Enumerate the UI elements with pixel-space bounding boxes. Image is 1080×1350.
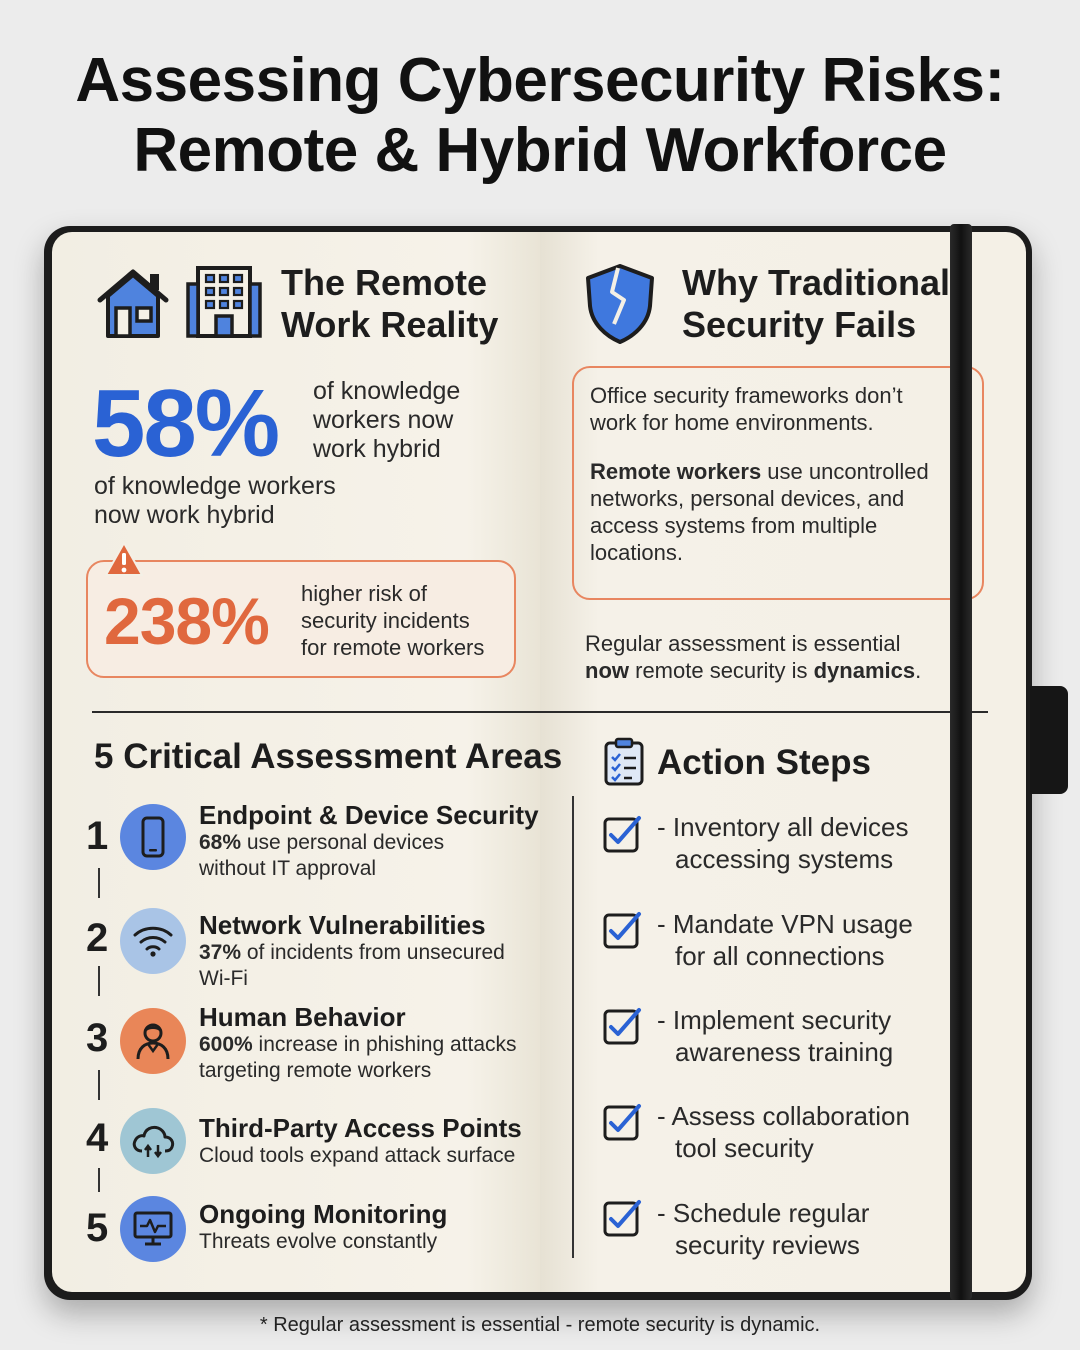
area-desc-line-2: targeting remote workers — [199, 1059, 432, 1082]
area-item-1 — [199, 800, 539, 882]
fails-para-2-line-1-rest: use uncontrolled — [761, 459, 929, 484]
hybrid-stat-side-line-1: of knowledge — [313, 377, 461, 405]
area-item-2 — [199, 910, 505, 992]
area-desc-line-2: without IT approval — [199, 857, 377, 880]
action-step-line-2: security reviews — [675, 1230, 860, 1260]
office-building-icon — [186, 264, 262, 345]
traditional-fails-para-1 — [590, 382, 903, 436]
action-step-line-2: for all connections — [675, 941, 885, 971]
fails-note-mid: remote security is — [629, 658, 814, 683]
area-desc-bold: 600% — [199, 1033, 253, 1056]
fails-para-2-line-2: networks, personal devices, and — [590, 486, 905, 511]
page-title — [0, 46, 1080, 186]
action-step-4 — [657, 1100, 910, 1164]
area-desc-bold: 68% — [199, 831, 242, 854]
action-step-line-2: tool security — [675, 1133, 814, 1163]
checkbox-checked-icon — [602, 1006, 642, 1046]
area-desc-rest: of incidents from unsecured — [241, 941, 505, 964]
area-desc-line-1 — [199, 1032, 517, 1058]
action-steps-title: Action Steps — [657, 743, 871, 782]
fails-para-2-line-3: access systems from multiple — [590, 513, 878, 538]
traditional-fails-para-2 — [590, 458, 929, 566]
hybrid-stat-side-line-3: work hybrid — [313, 435, 441, 463]
hybrid-stat-below-text — [94, 472, 336, 530]
traditional-fails-title-line-1: Why Traditional — [682, 262, 951, 303]
fails-para-1-line-1: Office security frameworks don’t — [590, 383, 903, 408]
area-item-4 — [199, 1113, 522, 1169]
area-title: Human Behavior — [199, 1002, 406, 1032]
traditional-fails-note — [585, 630, 921, 684]
clipboard-checklist-icon — [602, 736, 646, 791]
area-number: 3 — [86, 1016, 109, 1060]
area-item-5 — [199, 1199, 447, 1255]
cloud-sync-icon — [120, 1108, 186, 1174]
fails-para-1-line-2: work for home environments. — [590, 410, 874, 435]
action-step-2 — [657, 908, 913, 972]
fails-note-bold-dynamics: dynamics — [813, 658, 916, 683]
monitor-pulse-icon — [120, 1196, 186, 1262]
risk-stat-line-3: for remote workers — [301, 635, 485, 660]
hybrid-stat-side-text — [313, 377, 460, 464]
area-number: 2 — [86, 916, 109, 960]
house-icon — [94, 264, 172, 345]
risk-stat-line-1: higher risk of — [301, 581, 427, 606]
area-title: Endpoint & Device Security — [199, 800, 539, 830]
area-connector — [98, 1070, 100, 1100]
risk-stat-text — [301, 580, 484, 661]
action-step-line-1: - Mandate VPN usage — [657, 909, 913, 939]
notebook-bookmark-tab — [1030, 686, 1068, 794]
area-number: 1 — [86, 814, 109, 858]
fails-note-line-1: Regular assessment is essential — [585, 631, 901, 656]
fails-para-2-bold: Remote workers — [590, 459, 762, 484]
action-step-3 — [657, 1004, 893, 1068]
area-desc-line-1 — [199, 1229, 447, 1255]
notebook-elastic-band — [950, 224, 972, 1300]
area-number: 4 — [86, 1116, 109, 1160]
checkbox-checked-icon — [602, 910, 642, 950]
hybrid-stat-below-line-2: now work hybrid — [94, 501, 275, 529]
section-divider — [92, 711, 988, 713]
hybrid-stat-below-line-1: of knowledge workers — [94, 472, 336, 500]
action-step-line-2: accessing systems — [675, 844, 894, 874]
area-title: Network Vulnerabilities — [199, 910, 486, 940]
person-icon — [120, 1008, 186, 1074]
area-item-3 — [199, 1002, 517, 1084]
area-connector — [98, 1168, 100, 1192]
fails-para-2-line-4: locations. — [590, 540, 683, 565]
action-step-5 — [657, 1197, 869, 1261]
area-number: 5 — [86, 1206, 109, 1250]
fails-para-2-line-1 — [590, 458, 929, 485]
area-title: Third-Party Access Points — [199, 1113, 522, 1143]
area-connector — [98, 966, 100, 996]
risk-stat-value: 238% — [104, 584, 269, 658]
fails-note-end: . — [915, 658, 922, 683]
warning-triangle-icon — [103, 540, 145, 583]
area-desc-rest: Threats evolve constantly — [199, 1230, 438, 1253]
action-step-line-1: - Assess collaboration — [657, 1101, 910, 1131]
checkbox-checked-icon — [602, 1198, 642, 1238]
column-divider — [572, 796, 574, 1258]
smartphone-icon — [120, 804, 186, 870]
area-desc-line-1 — [199, 1143, 522, 1169]
footnote: * Regular assessment is essential - remote security is dynamic. — [259, 1314, 821, 1336]
action-step-line-1: - Implement security — [657, 1005, 892, 1035]
action-step-1 — [657, 811, 908, 875]
area-title: Ongoing Monitoring — [199, 1199, 448, 1229]
area-desc-rest: Cloud tools expand attack surface — [199, 1144, 516, 1167]
area-desc-bold: 37% — [199, 941, 242, 964]
action-step-line-1: - Schedule regular — [657, 1198, 870, 1228]
traditional-fails-title-line-2: Security Fails — [682, 304, 917, 345]
hybrid-stat-value: 58% — [92, 370, 279, 477]
assessment-areas-title: 5 Critical Assessment Areas — [94, 737, 563, 776]
wifi-icon — [120, 908, 186, 974]
checkbox-checked-icon — [602, 1102, 642, 1142]
remote-reality-title — [281, 262, 498, 346]
action-step-line-1: - Inventory all devices — [657, 812, 909, 842]
area-desc-line-1 — [199, 940, 505, 966]
remote-reality-title-line-1: The Remote — [281, 262, 488, 303]
broken-shield-icon — [582, 262, 658, 349]
page-title-line-1: Assessing Cybersecurity Risks: — [75, 46, 1005, 115]
area-desc-line-2: Wi-Fi — [199, 967, 248, 990]
hybrid-stat-side-line-2: workers now — [313, 406, 454, 434]
fails-note-line-2 — [585, 657, 921, 684]
traditional-fails-title — [682, 262, 950, 346]
remote-reality-title-line-2: Work Reality — [281, 304, 499, 345]
area-desc-rest: increase in phishing attacks — [252, 1033, 517, 1056]
area-desc-rest: use personal devices — [241, 831, 445, 854]
area-desc-line-1 — [199, 830, 539, 856]
risk-stat-line-2: security incidents — [301, 608, 470, 633]
page-title-line-2: Remote & Hybrid Workforce — [133, 116, 947, 185]
checkbox-checked-icon — [602, 814, 642, 854]
fails-note-bold-now: now — [585, 658, 629, 683]
action-step-line-2: awareness training — [675, 1037, 894, 1067]
area-connector — [98, 868, 100, 898]
